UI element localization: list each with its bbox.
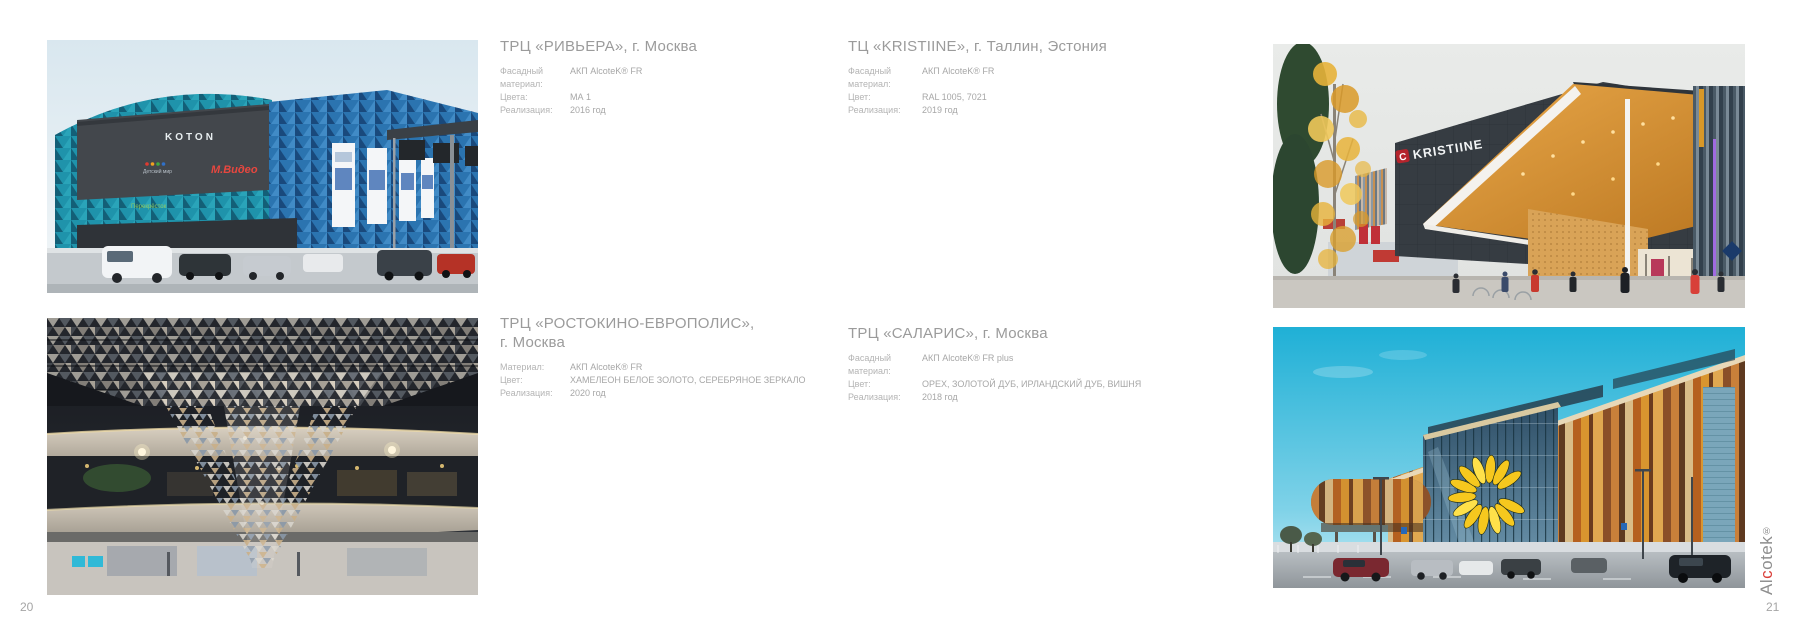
photo-rostokino-interior — [47, 318, 478, 595]
spec-row — [848, 65, 1208, 91]
page-number-left: 20 — [20, 600, 34, 614]
caption-rostokino — [500, 314, 845, 400]
spec-row — [848, 352, 1228, 378]
spec-row — [848, 104, 1208, 117]
spec-value: АКП AlcoteK® FR plus — [922, 353, 1014, 363]
spec-value: АКП AlcoteK® FR — [570, 66, 643, 76]
brand-vertical-alcotek — [1757, 500, 1777, 595]
spec-label: Цвета: — [500, 92, 528, 102]
kristiine-sign-text: KRISTIINE — [1411, 137, 1485, 162]
spec-row — [500, 65, 840, 91]
spec-row — [848, 91, 1208, 104]
spec-label: Реализация: — [500, 388, 553, 398]
brand-prefix: Al — [1757, 578, 1776, 595]
caption-riviera — [500, 37, 840, 117]
spec-value: ХАМЕЛЕОН БЕЛОЕ ЗОЛОТО, СЕРЕБРЯНОЕ ЗЕРКАЛО — [570, 375, 806, 385]
caption-salaris — [848, 324, 1228, 404]
spec-value: АКП AlcoteK® FR — [922, 66, 995, 76]
mvideo-sign-text: М.Видео — [211, 164, 258, 176]
spec-label: Реализация: — [848, 105, 901, 115]
kristiine-pavement — [1273, 276, 1745, 308]
spec-label: Цвет: — [500, 375, 523, 385]
salaris-specs — [848, 352, 1228, 404]
photo-kristiine-mall — [1273, 44, 1745, 308]
spec-label: Фасадный материал: — [848, 353, 892, 376]
brand-suffix: otek — [1757, 535, 1776, 570]
kristiine-specs — [848, 65, 1208, 117]
spec-value: RAL 1005, 7021 — [922, 92, 987, 102]
spec-row — [500, 374, 845, 387]
spec-value: 2018 год — [922, 392, 958, 402]
kristiine-logo-letter: C — [1398, 151, 1408, 164]
brand-registered-mark: ® — [1761, 524, 1772, 536]
spec-value: АКП AlcoteK® FR — [570, 362, 643, 372]
rostokino-specs — [500, 361, 845, 400]
kristiine-title: ТЦ «KRISTIINE», г. Таллин, Эстония — [848, 38, 1108, 55]
spec-value: 2020 год — [570, 388, 606, 398]
rostokino-title-line2: г. Москва — [500, 334, 565, 351]
photo-riviera-mall — [47, 40, 478, 293]
spec-label: Реализация: — [500, 105, 553, 115]
spec-value: ОРЕХ, ЗОЛОТОЙ ДУБ, ИРЛАНДСКИЙ ДУБ, ВИШНЯ — [922, 379, 1142, 389]
spec-label: Материал: — [500, 362, 545, 372]
riviera-billboard — [77, 104, 297, 255]
spec-row — [500, 91, 840, 104]
spec-row — [848, 378, 1228, 391]
spec-label: Реализация: — [848, 392, 901, 402]
spec-label: Цвет: — [848, 92, 871, 102]
brand-accent-letter: c — [1757, 569, 1776, 579]
spec-row — [500, 387, 845, 400]
koton-sign-text: KOTON — [165, 132, 216, 143]
spec-label: Цвет: — [848, 379, 871, 389]
spec-row — [848, 391, 1228, 404]
spec-value: 2019 год — [922, 105, 958, 115]
spec-row — [500, 361, 845, 374]
spec-label: Фасадный материал: — [848, 66, 892, 89]
spec-value: 2016 год — [570, 105, 606, 115]
rostokino-title-line1: ТРЦ «РОСТОКИНО-ЕВРОПОЛИС», — [500, 315, 755, 332]
spec-label: Фасадный материал: — [500, 66, 544, 89]
caption-kristiine — [848, 37, 1208, 117]
spec-row — [500, 104, 840, 117]
perekrestok-sign-text: Перекрёсток — [131, 204, 167, 210]
photo-salaris-mall — [1273, 327, 1745, 588]
riviera-specs — [500, 65, 840, 117]
salaris-title: ТРЦ «САЛАРИС», г. Москва — [848, 325, 1048, 342]
detsky-mir-sign-text: Детский мир — [143, 169, 172, 175]
riviera-title: ТРЦ «РИВЬЕРА», г. Москва — [500, 38, 698, 55]
page-number-right: 21 — [1766, 600, 1780, 614]
spec-value: МА 1 — [570, 92, 592, 102]
